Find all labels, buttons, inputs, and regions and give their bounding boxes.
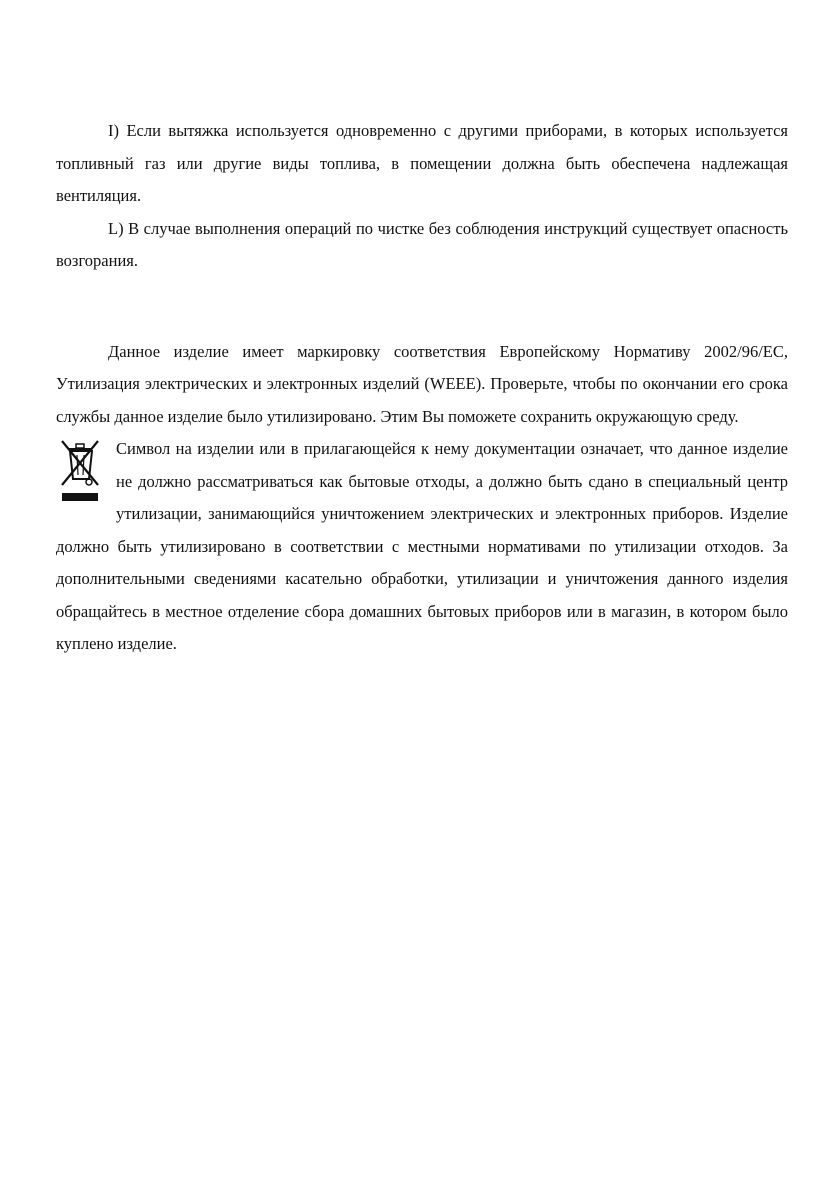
weee-symbol-text: Символ на изделии или в прилагающейся к нему документации означает, что данное изделие не должно рассматриваться как бытовые отходы, а должно быть сдано в специальный центр утилизации, занимающийся уничтожением электрических и электронных приборов. Изделие должно быть утилизировано в соответствии с местными нормативами по утилизации отходов. За дополнительными сведениями касательно обработки, утилизации и уничтожения данного изделия обращайтесь в местное отделение сбора домашних бытовых приборов или в магазин, в котором было куплено изделие. <box>56 439 788 653</box>
safety-item-i: I) Если вытяжка используется одновременно с другими приборами, в которых используется топливный газ или другие виды топлива, в помещении должна быть обеспечена надлежащая вентиляция. <box>56 121 788 205</box>
weee-symbol-paragraph <box>56 433 788 661</box>
weee-intro-paragraph: Данное изделие имеет маркировку соответствия Европейскому Нормативу 2002/96/ЕС, Утилизация электрических и электронных изделий (WEEE). Проверьте, чтобы по окончании его срока службы данное изделие было утилизировано. Этим Вы поможете сохранить окружающую среду. <box>56 341 788 426</box>
section-gap <box>56 278 788 336</box>
document-page <box>56 115 788 661</box>
safety-item-l: L) В случае выполнения операций по чистке без соблюдения инструкций существует опасность возгорания. <box>56 218 788 270</box>
crossed-out-wheelie-bin-icon <box>56 435 104 515</box>
